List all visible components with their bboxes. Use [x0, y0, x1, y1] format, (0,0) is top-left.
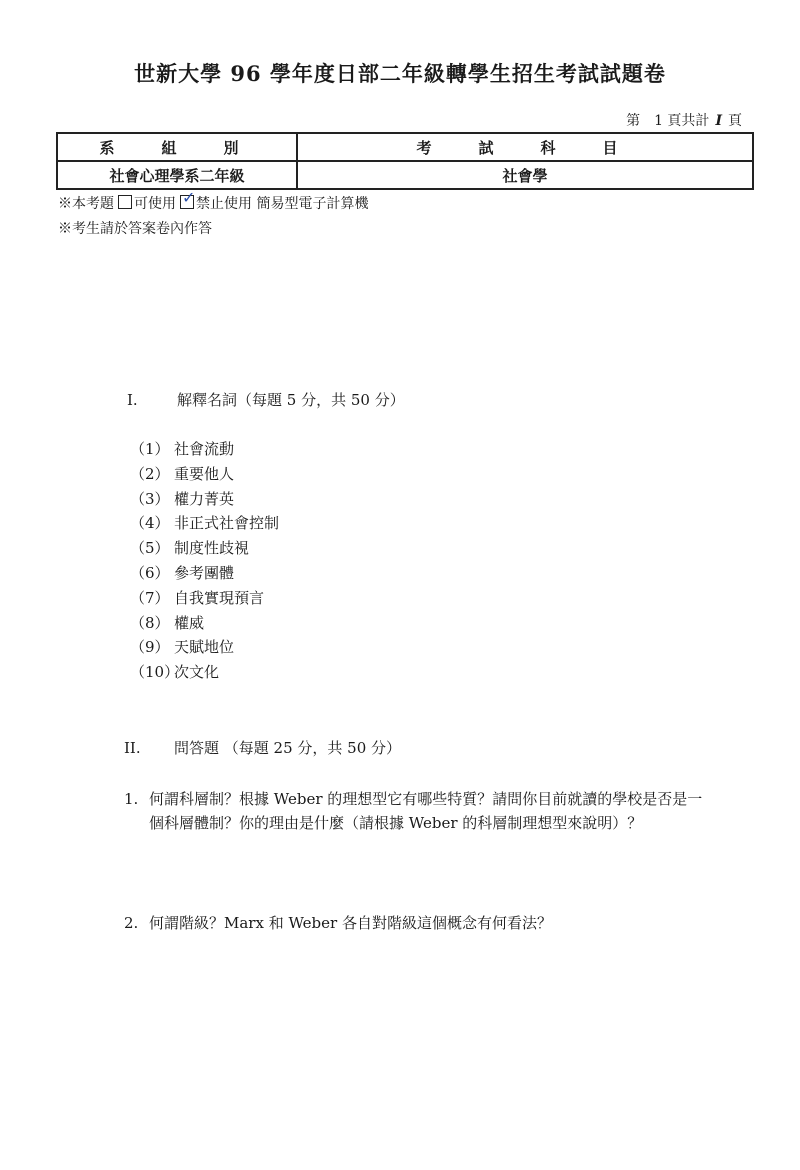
term-index: （3） [130, 489, 170, 508]
term-index: （6） [130, 563, 170, 582]
term-index: （5） [130, 539, 170, 558]
calculator-note [58, 188, 369, 213]
section1-number: I. [127, 391, 138, 409]
subject-value: 社會學 [297, 161, 753, 189]
term-text: 自我實現預言 [174, 588, 265, 607]
term-text: 權威 [174, 613, 205, 632]
calculator-note-prefix: ※本考題 [58, 196, 114, 212]
term-index: （7） [130, 588, 170, 607]
list-item [130, 586, 279, 611]
term-index: （1） [130, 440, 170, 458]
check-mark-icon: ✓ [182, 188, 196, 207]
forbidden-checkbox [180, 188, 196, 209]
list-item [130, 462, 279, 487]
term-text: 參考團體 [174, 563, 235, 582]
section2-number: II. [124, 739, 141, 757]
answer-sheet-note: ※考生請於答案卷內作答 [58, 221, 212, 237]
question-text: 何謂階級？Marx 和 Weber 各自對階級這個概念有何看法？ [149, 914, 552, 932]
term-index: （2） [130, 464, 170, 483]
list-item [130, 635, 279, 660]
list-item [130, 536, 279, 561]
term-index: （10） [130, 663, 180, 682]
list-item [130, 511, 279, 536]
exam-title: 世新大學 96 學年度日部二年級轉學生招生考試試題卷 [134, 61, 666, 86]
term-text: 非正式社會控制 [174, 514, 280, 533]
term-text: 重要他人 [174, 464, 235, 483]
allowed-checkbox [118, 195, 132, 209]
calculator-note-suffix: 簡易型電子計算機 [256, 196, 369, 212]
section2-heading [124, 737, 401, 758]
section2-title: 問答題 （每題 25 分，共 50 分） [174, 739, 402, 757]
list-item [130, 561, 279, 586]
section1-heading [127, 389, 405, 410]
term-index: （4） [130, 514, 170, 533]
term-text: 權力菁英 [174, 489, 235, 508]
term-text: 制度性歧視 [174, 539, 250, 558]
term-text: 社會流動 [174, 440, 235, 458]
question-number: 1. [124, 790, 139, 808]
question-text: 何謂科層制？根據 Weber 的理想型它有哪些特質？請問你目前就讀的學校是否是一個科層體制？你的理由是什麼（請根據 Weber 的科層制理想型來說明）？ [149, 790, 703, 832]
section1-title: 解釋名詞（每題 5 分，共 50 分） [177, 391, 405, 409]
exam-info-table [56, 132, 754, 190]
question-number: 2. [124, 914, 139, 932]
question-1 [124, 787, 709, 835]
department-header: 系 組 別 [57, 133, 297, 161]
list-item [130, 611, 279, 636]
term-text: 次文化 [174, 663, 220, 682]
page-count-total: I [715, 113, 722, 129]
term-list [130, 437, 279, 685]
page-count [626, 110, 742, 130]
allowed-label: 可使用 [134, 196, 176, 212]
list-item [130, 660, 279, 685]
page-count-prefix: 第 1 頁共計 [626, 113, 710, 129]
table-header-row [57, 133, 753, 161]
department-value: 社會心理學系二年級 [57, 161, 297, 189]
table-value-row [57, 161, 753, 189]
page-count-suffix: 頁 [728, 113, 742, 129]
forbidden-label: 禁止使用 [196, 196, 252, 212]
subject-header: 考 試 科 目 [297, 133, 753, 161]
term-index: （9） [130, 638, 170, 657]
term-text: 天賦地位 [174, 638, 235, 657]
list-item [130, 437, 279, 462]
list-item [130, 487, 279, 512]
term-index: （8） [130, 613, 170, 632]
question-2 [124, 911, 709, 935]
